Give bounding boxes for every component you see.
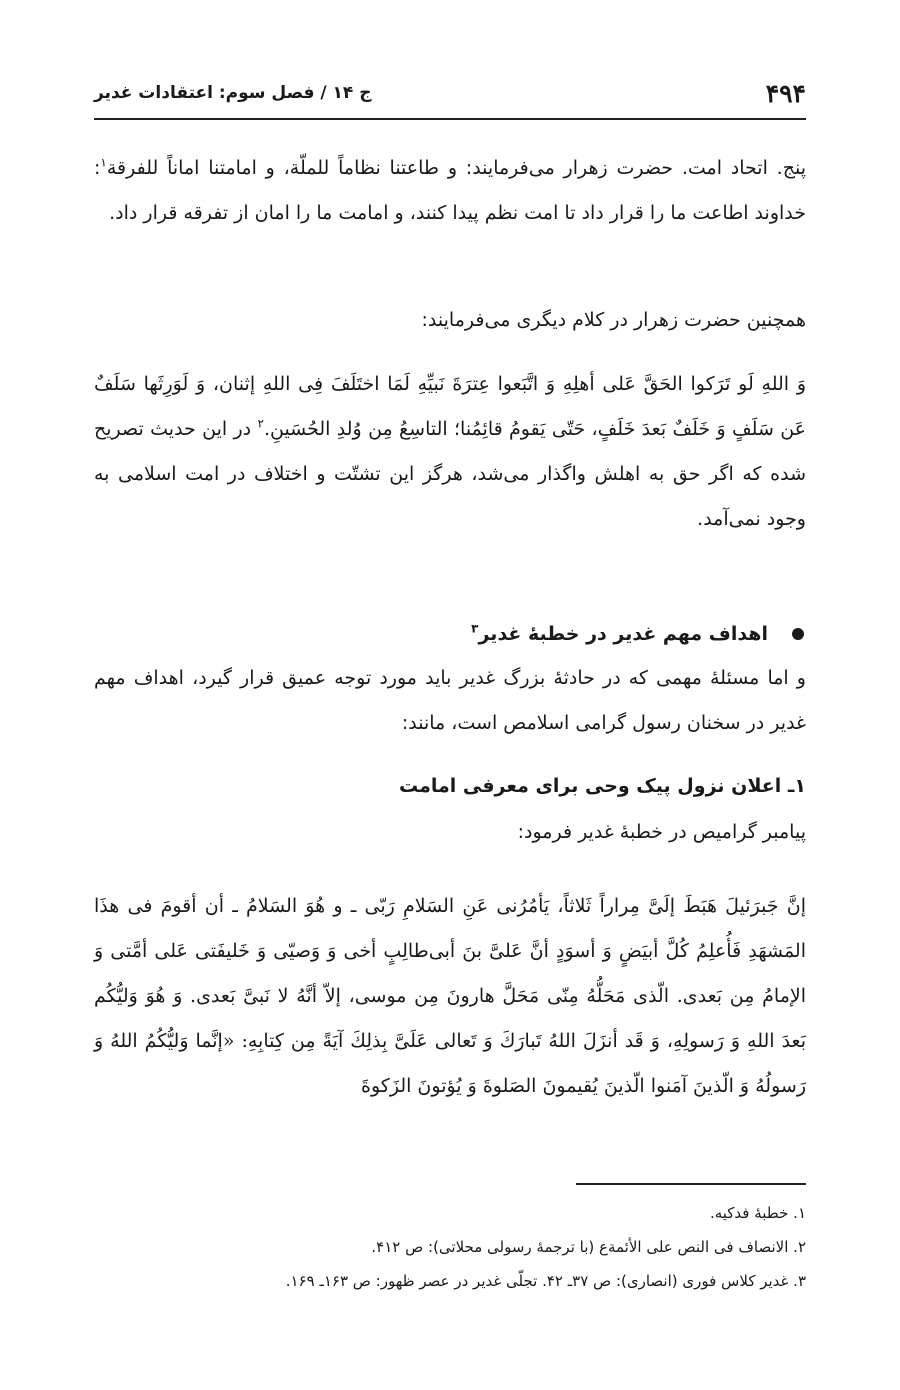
footnote-ref-3: ۳ <box>471 621 479 636</box>
bullet-icon <box>792 628 804 640</box>
paragraph-prophet-said-text: پیامبر گرامیص در خطبهٔ غدیر فرمود: <box>517 821 806 843</box>
paragraph-prophet-said <box>94 810 806 855</box>
footnote-ref-1: ۱ <box>100 155 107 170</box>
footnotes-list <box>94 1196 806 1298</box>
paragraph-unity-text: پنج. اتحاد امت. حضرت زهرار می‌فرمایند: و طاعتنا نظاماً للملّة، و امامتنا اماناً للفرقة <box>106 157 806 179</box>
footnote-item: ۲. الانصاف فی النص علی الأئمةع (با ترجمهٔ رسولی محلاتی): ص ۴۱۲. <box>371 1238 806 1256</box>
paragraph-goals-intro <box>94 656 806 746</box>
section-heading-text: اهداف مهم غدیر در خطبهٔ غدیر <box>478 623 768 645</box>
hadith-commentary: در این حدیث تصریح شده که اگر حق به اهلش واگذار می‌شد، هرگز این تشتّت و اختلاف در امت اسلامی به وجود نمی‌آمد. <box>94 418 806 530</box>
paragraph-goals-text: و اما مسئلهٔ مهمی که در حادثهٔ بزرگ غدیر باید مورد توجه عمیق قرار گیرد، اهداف مهم غدیر در سخنان رسول گرامی اسلامص است، مانند: <box>94 667 806 734</box>
header-rule <box>94 118 806 120</box>
paragraph-unity-translation: : خداوند اطاعت ما را قرار داد تا امت نظم پیدا کنند، و امامت ما را امان از تفرقه قرار داد. <box>94 157 806 224</box>
footnote-ref-2: ۲ <box>257 416 264 431</box>
paragraph-sermon-quote <box>94 884 806 1109</box>
page-number: ۴۹۴ <box>765 78 806 108</box>
paragraph-another-quote-intro <box>94 298 806 343</box>
footnote-rule <box>576 1183 806 1185</box>
hadith-arabic-text: وَ اللهِ لَو تَرَكوا الحَقَّ عَلی أهلِهِ وَ اتَّبَعوا عِترَةَ نَبیِّهِ لَمَا اختَلَفَ فِی اللهِ إثنان، وَ لَوَرِثَها سَلَفٌ عَن سَلَفٍ وَ خَلَفٌ بَعدَ خَلَفٍ، حَتّی یَقومُ قائِمُنا؛ التاسِعُ مِن وُلدِ الحُسَینِ. <box>94 373 807 440</box>
footnote-item: ۳. غدیر كلاس فوری (انصاری): ص ۳۷ـ ۴۲. تجلّی غدیر در عصر ظهور: ص ۱۶۳ـ ۱۶۹. <box>285 1272 806 1290</box>
subsection-heading: ۱ـ اعلان نزول پیک وحی برای معرفی امامت <box>398 775 806 797</box>
sermon-arabic-text: إنَّ جَبرَئیلَ هَبَطَ إلَیَّ مِراراً ثَلاثاً، یَأمُرُنی عَنِ السَلامِ رَبّی ـ و هُوَ السَلامُ ـ أن أقومَ فی هذَا المَشهَدِ فَأُعلِمُ كُلَّ أبیَضٍ وَ أسوَدٍ أنَّ عَلیَّ بنَ أبی‌طالِبٍ أخی وَ وَصیّی وَ خَلیفَتی عَلی أمَّتی وَ الإمامُ مِن بَعدی. الّذی مَحَلُّهُ مِنّی مَحَلَّ هارونَ مِن موسی، إلاّ أنَّهُ لا نَبیَّ بَعدی. وَ هُوَ وَلیُّكُم بَعدَ اللهِ وَ رَسولِهِ، وَ قَد أنزَلَ اللهُ تَبارَكَ وَ تَعالی عَلَیَّ بِذلِكَ آیَةً مِن كِتابِهِ: «إنَّما وَلیُّكُمُ اللهُ وَ رَسولُهُ وَ الّذینَ آمَنوا الّذینَ یُقیمونَ الصَلوةَ وَ یُؤتونَ الزَكوةَ <box>94 895 806 1097</box>
paragraph-hadith <box>94 362 806 542</box>
paragraph-another-quote-text: همچنین حضرت زهرار در کلام دیگری می‌فرمایند: <box>421 309 806 331</box>
footnote-item: ۱. خطبهٔ فدكیه. <box>709 1204 806 1222</box>
section-heading <box>94 614 806 654</box>
running-title: ج ۱۴ / فصل سوم: اعتقادات غدیر <box>94 83 372 103</box>
paragraph-unity <box>94 146 806 236</box>
page-header <box>94 74 806 112</box>
